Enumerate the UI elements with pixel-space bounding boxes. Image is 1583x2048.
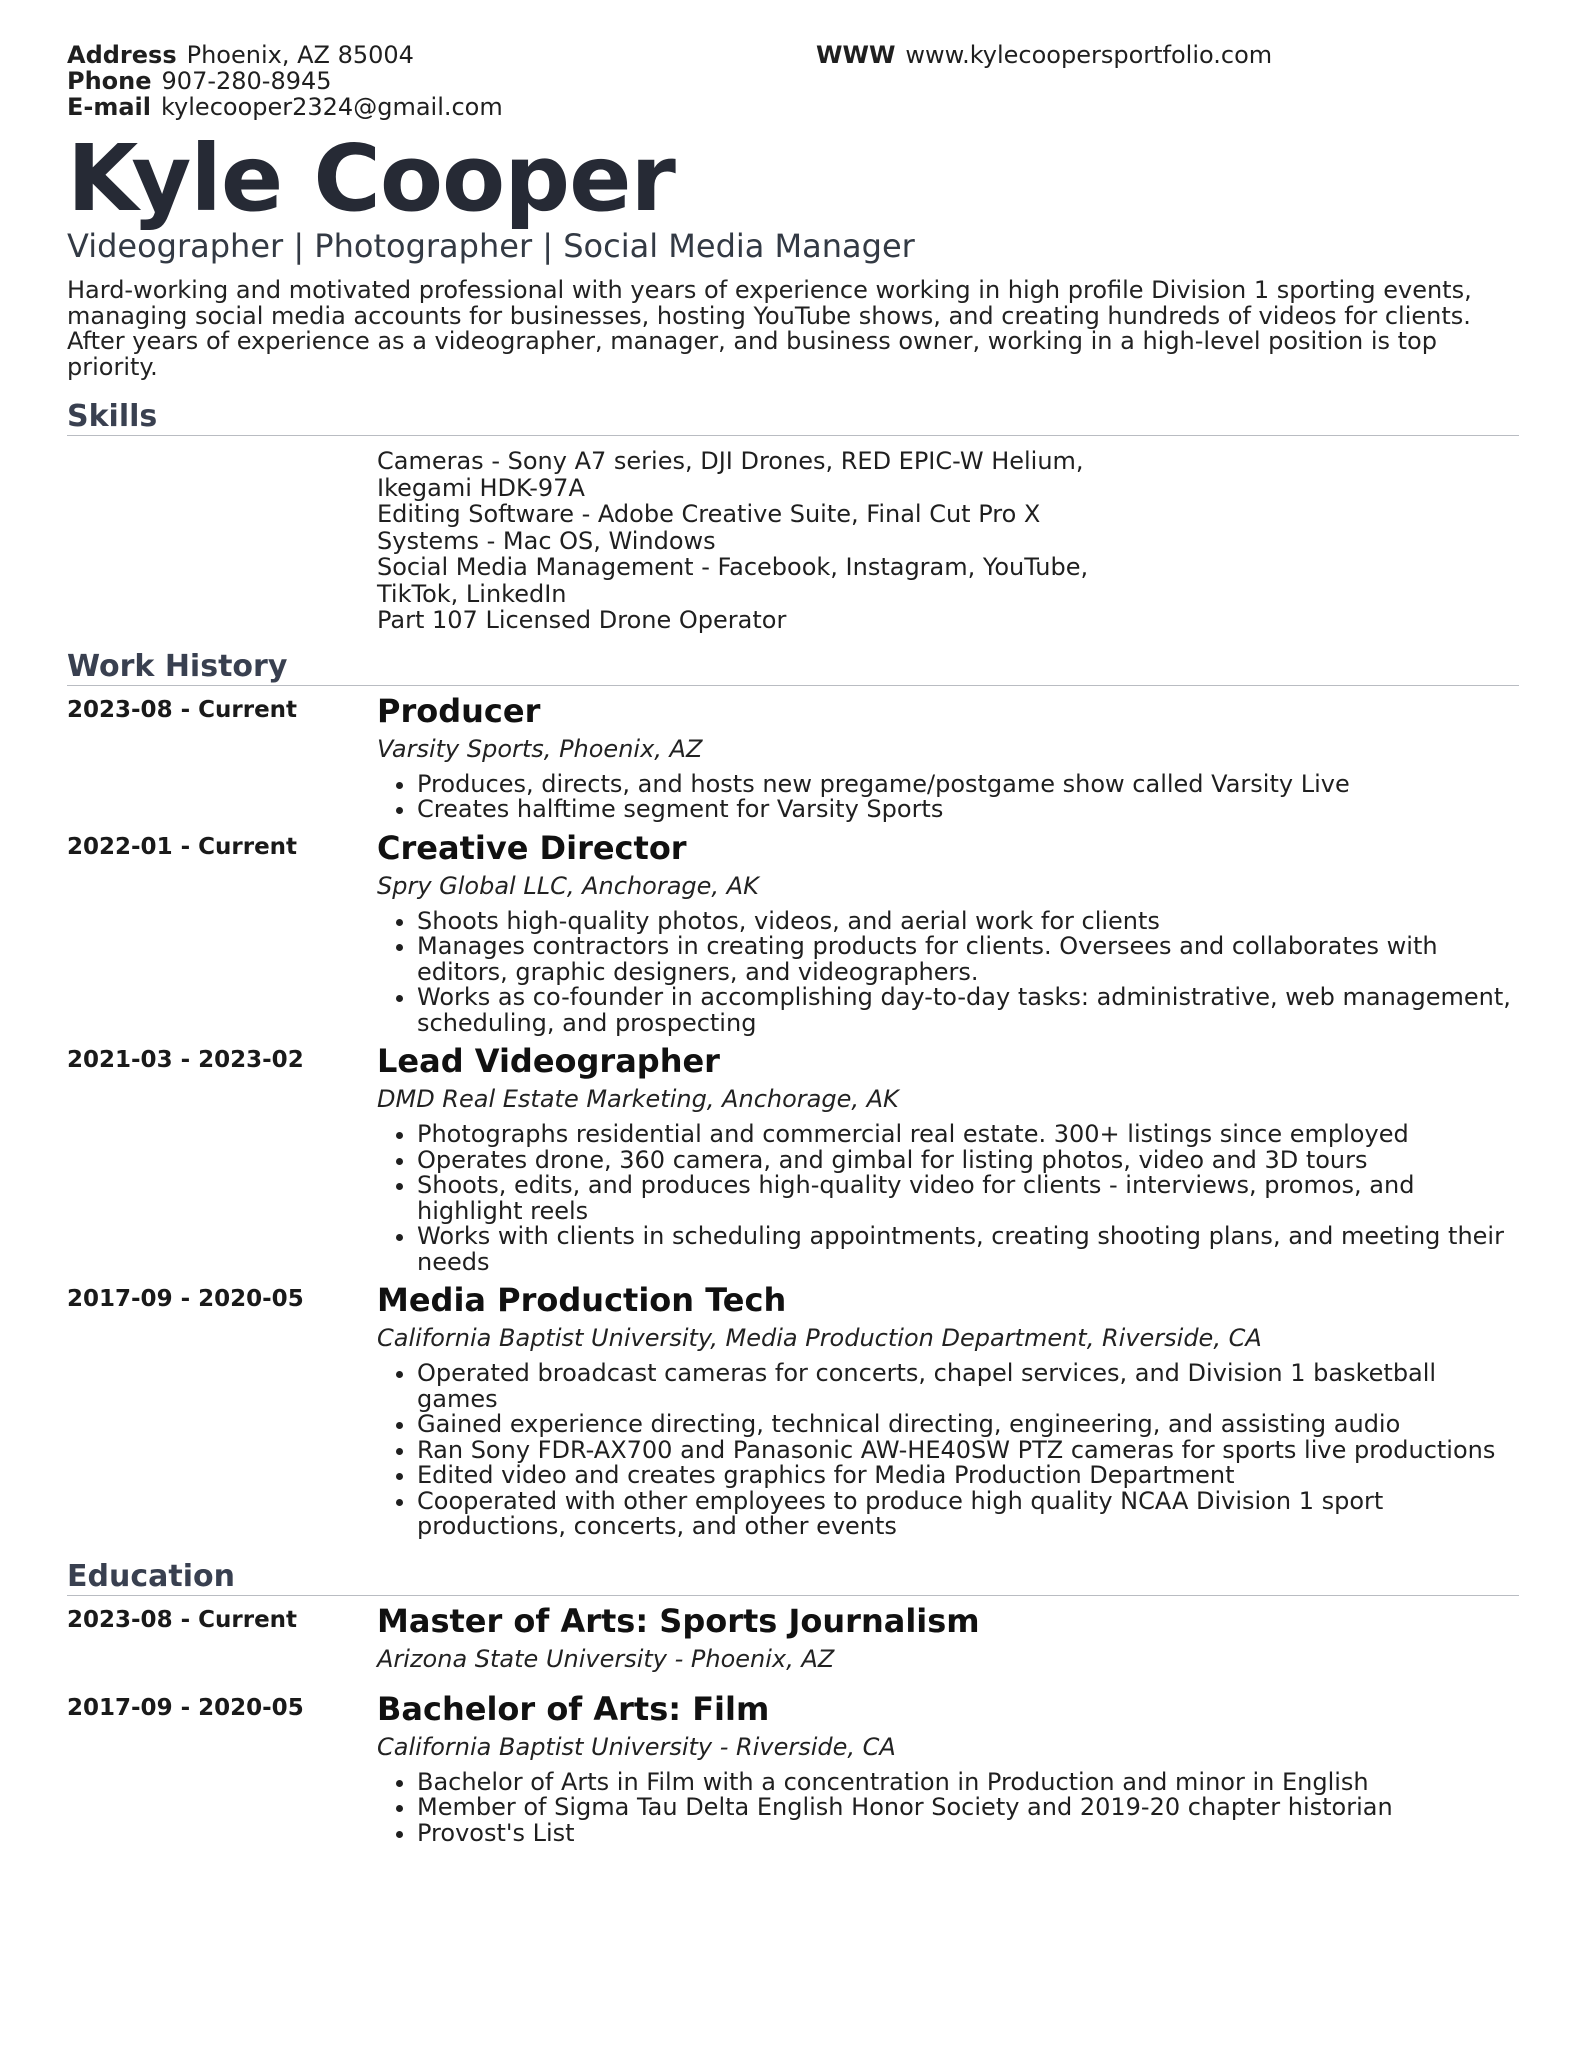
email-value: kylecooper2324@gmail.com bbox=[161, 93, 503, 121]
job-org: California Baptist University, Media Production Department, Riverside, CA bbox=[377, 1324, 1262, 1352]
job-bullet: • Operated broadcast cameras for concerts, chapel services, and Division 1 basketball games bbox=[417, 1361, 1519, 1412]
address-value: Phoenix, AZ 85004 bbox=[186, 41, 414, 69]
skill-line: Social Media Management - Facebook, Instagram, YouTube, bbox=[377, 553, 1089, 581]
education-body bbox=[377, 1689, 1519, 1847]
education-entry bbox=[67, 1689, 1519, 1847]
email-label: E-mail bbox=[67, 93, 152, 121]
job-title: Creative Director bbox=[377, 828, 687, 867]
address-line bbox=[67, 42, 503, 68]
education-bullet: • Bachelor of Arts in Film with a concentration in Production and minor in English bbox=[417, 1770, 1519, 1796]
job-body bbox=[377, 828, 1519, 1037]
www-value: www.kylecoopersportfolio.com bbox=[905, 41, 1273, 69]
email-line bbox=[67, 94, 503, 120]
job-entry bbox=[67, 691, 1519, 823]
degree-title: Master of Arts: Sports Journalism bbox=[377, 1601, 980, 1640]
job-bullet: • Ran Sony FDR-AX700 and Panasonic AW-HE40SW PTZ cameras for sports live productions bbox=[417, 1438, 1519, 1464]
education-dates: 2017-09 - 2020-05 bbox=[67, 1694, 304, 1721]
job-bullet: • Gained experience directing, technical directing, engineering, and assisting audio bbox=[417, 1412, 1519, 1438]
job-bullets bbox=[377, 769, 1519, 823]
school-name: Arizona State University - Phoenix, AZ bbox=[377, 1644, 835, 1673]
job-body bbox=[377, 691, 1519, 823]
skill-line: Part 107 Licensed Drone Operator bbox=[377, 606, 787, 634]
job-bullet: • Produces, directs, and hosts new pregame/postgame show called Varsity Live bbox=[417, 772, 1519, 798]
education-entry bbox=[67, 1601, 1519, 1674]
job-bullet: • Works with clients in scheduling appointments, creating shooting plans, and meeting their needs bbox=[417, 1224, 1519, 1275]
www-label: WWW bbox=[816, 41, 896, 69]
job-dates: 2023-08 - Current bbox=[67, 696, 298, 723]
contact-block bbox=[67, 42, 1519, 124]
job-title: Lead Videographer bbox=[377, 1042, 720, 1080]
job-bullet: • Manages contractors in creating products for clients. Oversees and collaborates with editors, graphic designers, and videographers. bbox=[417, 934, 1519, 985]
skill-line: TikTok, LinkedIn bbox=[377, 579, 567, 608]
phone-value: 907-280-8945 bbox=[161, 67, 332, 95]
phone-label: Phone bbox=[67, 67, 152, 95]
skill-line: Editing Software - Adobe Creative Suite, Final Cut Pro X bbox=[377, 500, 1041, 528]
job-bullet: • Creates halftime segment for Varsity Sports bbox=[417, 797, 1519, 823]
job-body bbox=[377, 1283, 1519, 1540]
job-bullets bbox=[377, 1122, 1519, 1275]
skill-line: Ikegami HDK-97A bbox=[377, 473, 585, 502]
skill-line: Cameras - Sony A7 series, DJI Drones, RED EPIC-W Helium, bbox=[377, 447, 1084, 475]
www-line bbox=[816, 42, 1272, 68]
education-body bbox=[377, 1601, 1519, 1674]
job-dates: 2017-09 - 2020-05 bbox=[67, 1286, 304, 1312]
phone-line bbox=[67, 68, 503, 94]
tagline: Videographer | Photographer | Social Media Manager bbox=[67, 227, 915, 265]
education-bullet: • Provost's List bbox=[417, 1821, 1519, 1847]
contact-right bbox=[816, 42, 1272, 68]
school-name: California Baptist University - Riverside, CA bbox=[377, 1732, 896, 1761]
job-entry bbox=[67, 1283, 1519, 1540]
education-bullets bbox=[377, 1767, 1519, 1847]
job-org: Varsity Sports, Phoenix, AZ bbox=[377, 734, 703, 763]
skill-line: Systems - Mac OS, Windows bbox=[377, 526, 716, 555]
job-bullet: • Cooperated with other employees to produce high quality NCAA Division 1 sport productions, concerts, and other events bbox=[417, 1489, 1519, 1540]
job-bullet: • Shoots high-quality photos, videos, and aerial work for clients bbox=[417, 909, 1519, 935]
candidate-name: Kyle Cooper bbox=[67, 125, 675, 232]
job-dates: 2022-01 - Current bbox=[67, 833, 298, 860]
job-entry bbox=[67, 828, 1519, 1037]
education-bullet: • Member of Sigma Tau Delta English Honor Society and 2019-20 chapter historian bbox=[417, 1795, 1519, 1821]
job-title: Media Production Tech bbox=[377, 1281, 787, 1319]
degree-title: Bachelor of Arts: Film bbox=[377, 1689, 770, 1728]
address-label: Address bbox=[67, 41, 177, 69]
job-org: DMD Real Estate Marketing, Anchorage, AK bbox=[377, 1085, 899, 1113]
job-bullet: • Edited video and creates graphics for Media Production Department bbox=[417, 1463, 1519, 1489]
skills-heading: Skills bbox=[67, 400, 1519, 436]
summary: Hard-working and motivated professional with years of experience working in high profile Division 1 sporting events, managing social media accounts for businesses, hosting YouTube shows, and creating hundreds of videos for clients. After years of experience as a videographer, manager, and business owner, working in a high-level position is top priority. bbox=[67, 276, 1472, 381]
skills-list bbox=[377, 448, 1519, 634]
job-body bbox=[377, 1044, 1519, 1275]
job-bullet: • Shoots, edits, and produces high-quality video for clients - interviews, promos, and highlight reels bbox=[417, 1173, 1519, 1224]
education-dates: 2023-08 - Current bbox=[67, 1606, 298, 1633]
job-bullets bbox=[377, 1361, 1519, 1540]
job-bullet: • Works as co-founder in accomplishing day-to-day tasks: administrative, web management, scheduling, and prospecting bbox=[417, 985, 1519, 1036]
work-history-heading: Work History bbox=[67, 650, 1519, 686]
job-bullet: • Operates drone, 360 camera, and gimbal for listing photos, video and 3D tours bbox=[417, 1148, 1519, 1174]
job-entry bbox=[67, 1044, 1519, 1275]
job-bullets bbox=[377, 906, 1519, 1037]
job-dates: 2021-03 - 2023-02 bbox=[67, 1047, 304, 1073]
contact-left bbox=[67, 42, 503, 120]
job-title: Producer bbox=[377, 691, 541, 730]
education-heading: Education bbox=[67, 1560, 1519, 1596]
job-bullet: • Photographs residential and commercial real estate. 300+ listings since employed bbox=[417, 1122, 1519, 1148]
job-org: Spry Global LLC, Anchorage, AK bbox=[377, 871, 759, 900]
